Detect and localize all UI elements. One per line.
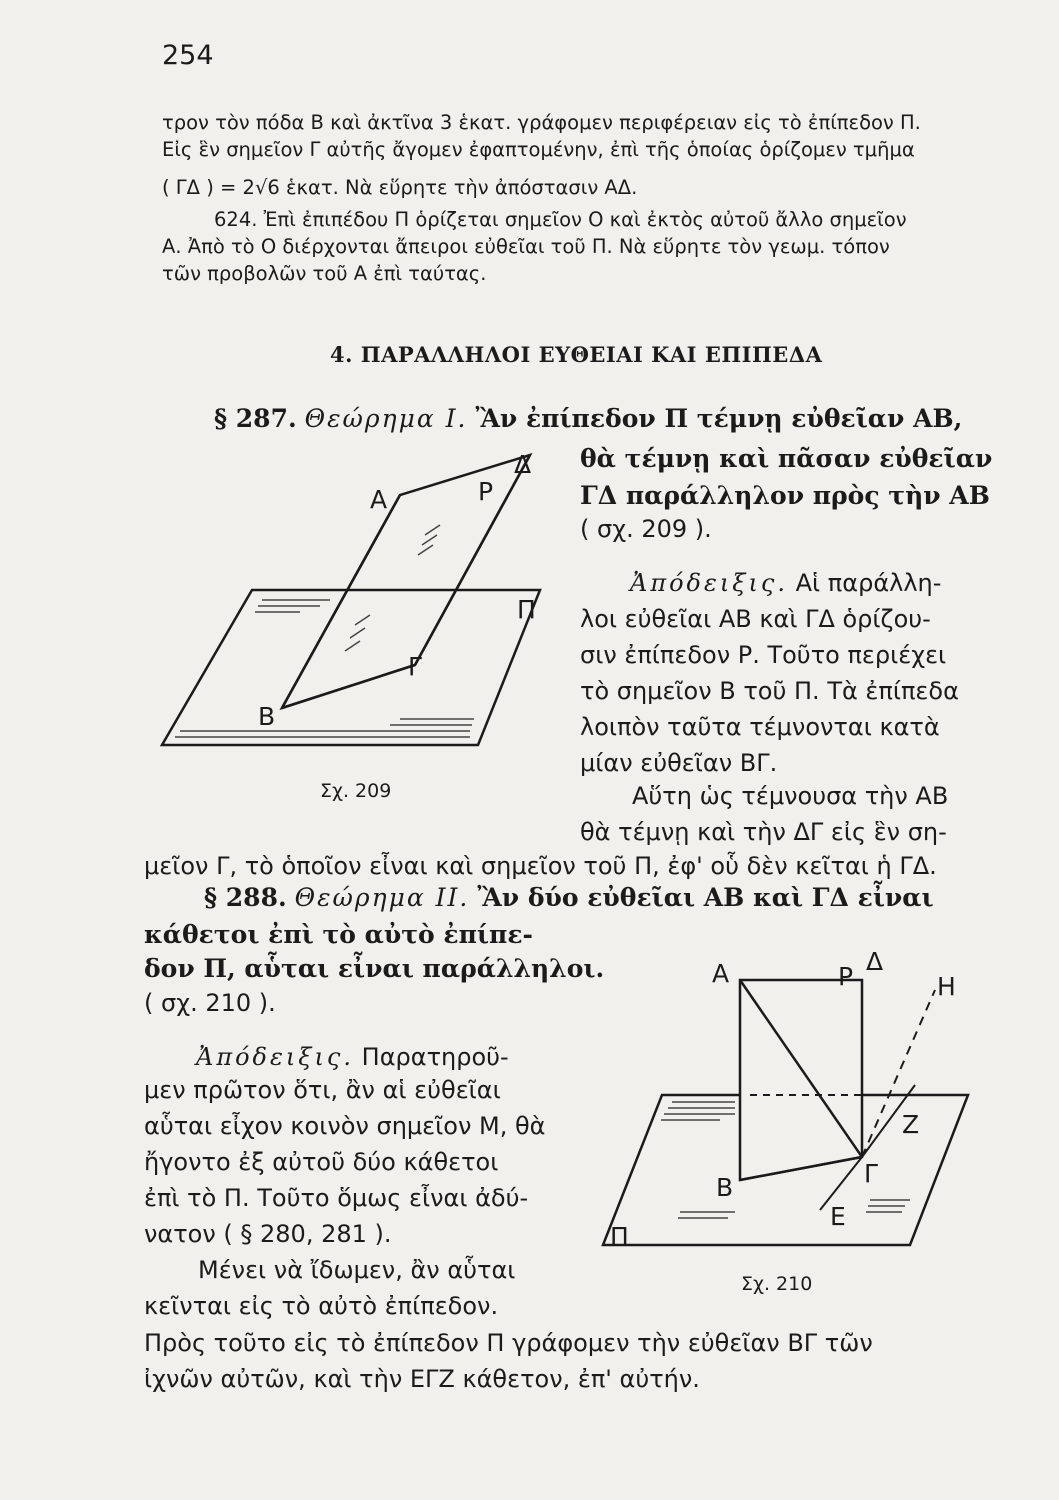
theorem-1-proof-line: θὰ τέμνῃ καὶ τὴν ΔΓ εἰς ἓν ση- bbox=[580, 818, 947, 846]
label-a: Α bbox=[370, 485, 388, 514]
theorem-1-statement: ΓΔ παράλληλον πρὸς τὴν ΑΒ bbox=[580, 481, 990, 510]
theorem-1-proof-line: Αὕτη ὡς τέμνουσα τὴν ΑΒ bbox=[632, 782, 949, 810]
theorem-2-proof-line bbox=[196, 1043, 509, 1071]
label-g: Γ bbox=[408, 652, 422, 681]
proof-text: Παρατηροῦ- bbox=[361, 1043, 509, 1071]
page-number: 254 bbox=[162, 40, 214, 71]
theorem-1-proof-line: σιν ἐπίπεδον Ρ. Τοῦτο περιέχει bbox=[580, 641, 947, 669]
exercise-624-line: τῶν προβολῶν τοῦ Α ἐπὶ ταύτας. bbox=[162, 262, 487, 285]
label-h: Η bbox=[937, 972, 956, 1001]
theorem-2-proof-line: ἐπὶ τὸ Π. Τοῦτο ὅμως εἶναι ἀδύ- bbox=[144, 1184, 529, 1212]
theorem-1-statement: θὰ τέμνῃ καὶ πᾶσαν εὐθεῖαν bbox=[580, 444, 993, 473]
theorem-1-statement: Ἂν ἐπίπεδον Π τέμνῃ εὐθεῖαν ΑΒ, bbox=[475, 404, 963, 433]
theorem-1-statement-line bbox=[580, 481, 990, 510]
label-p: Ρ bbox=[838, 962, 854, 991]
section-heading: 4. ΠΑΡΑΛΛΗΛΟΙ ΕΥΘΕΙΑΙ ΚΑΙ ΕΠΙΠΕΔΑ bbox=[330, 342, 823, 367]
theorem-2-statement: Ἂν δύο εὐθεῖαι ΑΒ καὶ ΓΔ εἶναι bbox=[477, 883, 934, 912]
theorem-1-proof-line: τὸ σημεῖον Β τοῦ Π. Τὰ ἐπίπεδα bbox=[580, 677, 959, 705]
theorem-2-proof-line: μεν πρῶτον ὅτι, ἂν αἱ εὐθεῖαι bbox=[144, 1076, 501, 1104]
label-b: Β bbox=[258, 702, 276, 731]
proof-label: Ἀπόδειξις. bbox=[630, 569, 788, 597]
figure-209 bbox=[150, 440, 560, 810]
theorem-2-proof-line: νατον ( § 280, 281 ). bbox=[144, 1220, 392, 1248]
theorem-1-label: Θεώρημα Ι. bbox=[304, 404, 468, 433]
figure-210 bbox=[590, 940, 990, 1300]
theorem-2-proof-line: Πρὸς τοῦτο εἰς τὸ ἐπίπεδον Π γράφομεν τὴν εὐθεῖαν ΒΓ τῶν bbox=[144, 1329, 873, 1357]
theorem-2-statement: κάθετοι ἐπὶ τὸ αὐτὸ ἐπίπε- bbox=[144, 920, 533, 949]
theorem-2-proof-line: αὗται εἶχον κοινὸν σημεῖον Μ, θὰ bbox=[144, 1112, 546, 1140]
theorem-1-number: § 287. bbox=[214, 404, 297, 433]
theorem-1-statement-line bbox=[580, 444, 992, 473]
exercise-624-line: Α. Ἀπὸ τὸ Ο διέρχονται ἄπειροι εὐθεῖαι τοῦ Π. Νὰ εὕρητε τὸν γεωμ. τόπον bbox=[162, 235, 890, 258]
theorem-2-proof-line: ἰχνῶν αὐτῶν, καὶ τὴν ΕΓΖ κάθετον, ἐπ' αὐτήν. bbox=[144, 1365, 700, 1393]
label-e: Ε bbox=[830, 1202, 846, 1231]
theorem-2-proof-line: Μένει νὰ ἴδωμεν, ἂν αὗται bbox=[198, 1256, 516, 1284]
label-p: Ρ bbox=[478, 477, 494, 506]
proof-text: Αἱ παράλλη- bbox=[795, 569, 942, 597]
theorem-2-number: § 288. bbox=[204, 883, 287, 912]
theorem-2-statement: δον Π, αὗται εἶναι παράλληλοι. bbox=[144, 954, 605, 983]
theorem-1-proof-line bbox=[630, 569, 941, 597]
exercise-line: ( ΓΔ ) = 2√6 ἑκατ. Νὰ εὕρητε τὴν ἀπόστασιν ΑΔ. bbox=[162, 176, 638, 199]
theorem-1-proof-line: μίαν εὐθεῖαν ΒΓ. bbox=[580, 749, 778, 777]
label-b: Β bbox=[716, 1173, 734, 1202]
theorem-2-statement-line bbox=[144, 920, 533, 949]
theorem-2-proof-line: ἤγοντο ἐξ αὐτοῦ δύο κάθετοι bbox=[144, 1148, 499, 1176]
label-g: Γ bbox=[864, 1159, 878, 1188]
label-d: Δ bbox=[514, 450, 532, 479]
theorem-2-heading bbox=[204, 883, 934, 912]
theorem-2-figure-ref: ( σχ. 210 ). bbox=[144, 989, 276, 1017]
theorem-1-proof-line: λοιπὸν ταῦτα τέμνονται κατὰ bbox=[580, 713, 940, 741]
label-z: Ζ bbox=[902, 1110, 920, 1139]
theorem-1-heading bbox=[214, 404, 962, 433]
theorem-2-proof-line: κεῖνται εἰς τὸ αὐτὸ ἐπίπεδον. bbox=[144, 1292, 499, 1320]
proof-label: Ἀπόδειξις. bbox=[196, 1043, 354, 1071]
label-pi: Π bbox=[610, 1222, 629, 1251]
figure-209-caption: Σχ. 209 bbox=[320, 780, 392, 802]
plane-pi bbox=[162, 590, 540, 745]
theorem-1-proof-line: μεῖον Γ, τὸ ὁποῖον εἶναι καὶ σημεῖον τοῦ Π, ἐφ' οὗ δὲν κεῖται ἡ ΓΔ. bbox=[144, 852, 937, 880]
exercise-624-line: 624. Ἐπὶ ἐπιπέδου Π ὁρίζεται σημεῖον Ο καὶ ἐκτὸς αὐτοῦ ἄλλο σημεῖον bbox=[214, 208, 907, 231]
theorem-1-figure-ref: ( σχ. 209 ). bbox=[580, 515, 712, 543]
label-d: Δ bbox=[866, 947, 884, 976]
figure-210-caption: Σχ. 210 bbox=[741, 1273, 813, 1295]
exercise-line: τρον τὸν πόδα Β καὶ ἀκτῖνα 3 ἑκατ. γράφομεν περιφέρειαν εἰς τὸ ἐπίπεδον Π. bbox=[162, 111, 921, 134]
exercise-line: Εἰς ἓν σημεῖον Γ αὐτῆς ἄγομεν ἐφαπτομένην, ἐπὶ τῆς ὁποίας ὁρίζομεν τμῆμα bbox=[162, 138, 915, 161]
label-pi: Π bbox=[517, 595, 536, 624]
plane-p bbox=[740, 980, 862, 1180]
label-a: Α bbox=[712, 959, 730, 988]
theorem-1-proof-line: λοι εὐθεῖαι ΑΒ καὶ ΓΔ ὁρίζου- bbox=[580, 605, 931, 633]
theorem-2-label: Θεώρημα ΙΙ. bbox=[294, 883, 470, 912]
theorem-2-statement-line bbox=[144, 954, 604, 983]
